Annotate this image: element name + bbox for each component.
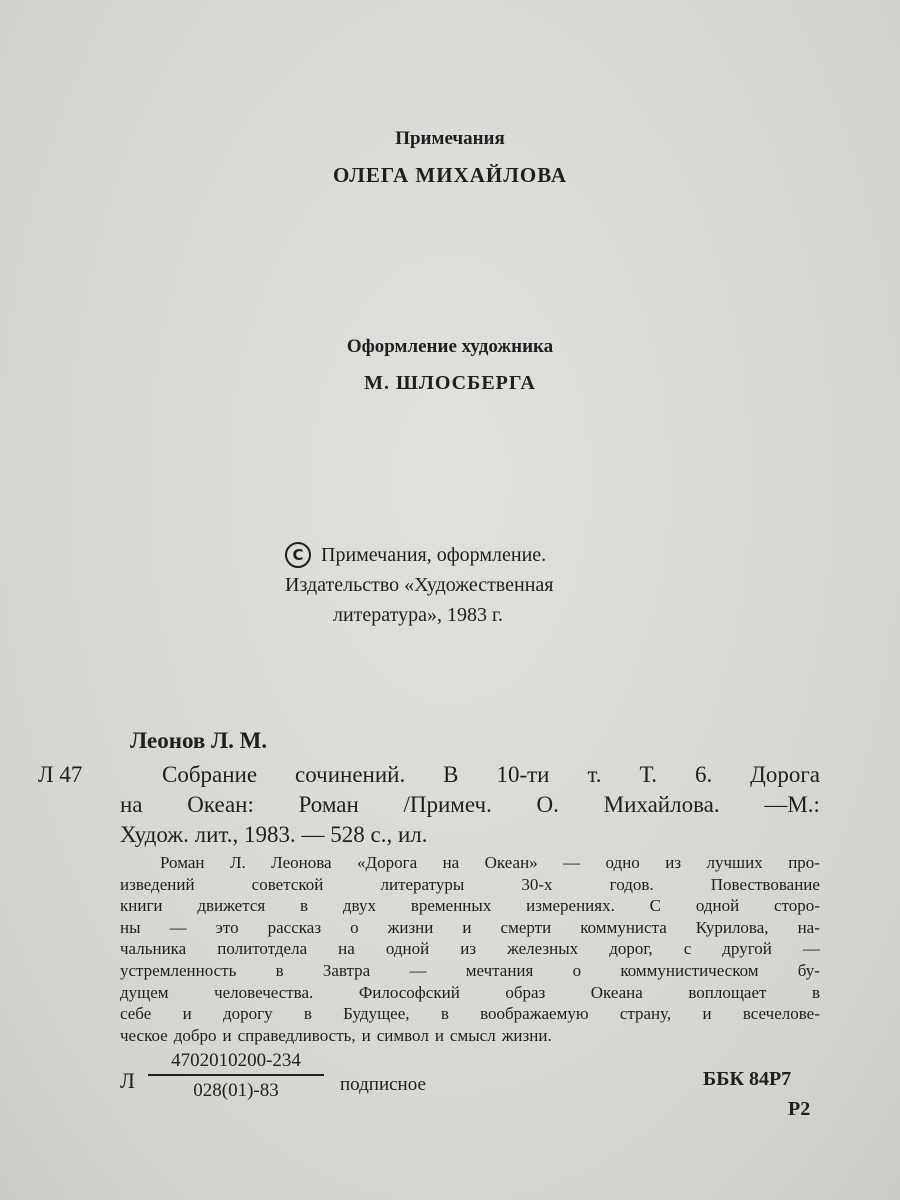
annotation-word: мечтания [465, 960, 534, 980]
annotation-word: и [222, 1025, 232, 1045]
annotation-word: воображаемую [480, 1004, 589, 1024]
annotation-word: измерениях. [526, 896, 615, 916]
index-fraction [148, 1050, 324, 1102]
entry-word: Дорога [750, 762, 820, 787]
annotation-word: это [215, 917, 239, 937]
annotation-word: себе [120, 1004, 152, 1024]
annotation-word: — [409, 960, 427, 980]
entry-word: т. [587, 762, 602, 787]
annotation-word: добро [173, 1025, 217, 1045]
design-label: Оформление художника [346, 336, 554, 357]
annotation-word: советской [251, 874, 324, 894]
entry-word: Океан: [187, 792, 254, 817]
annotation-word: о [350, 917, 359, 937]
copyright-line-1 [285, 540, 554, 570]
annotation-word: 30-х [521, 874, 553, 894]
entry-word: Собрание [162, 762, 258, 787]
annotation-word: одно [605, 853, 640, 872]
annotation-word: Завтра [322, 960, 371, 980]
bbk-subcode: Р2 [788, 1098, 811, 1120]
annotation-word: на [338, 939, 355, 959]
entry-line [120, 760, 820, 790]
annotation-word: и [182, 1004, 192, 1024]
annotation-word: политотдела [217, 939, 308, 959]
annotation-word: бу- [797, 960, 820, 980]
annotation-word: книги [120, 896, 163, 916]
entry-word: В [443, 762, 459, 787]
annotation-word: жизни [387, 917, 434, 937]
annotation-word: движется [197, 896, 266, 916]
annotation-word: устремленность [120, 960, 237, 980]
entry-word: Т. [639, 762, 657, 787]
entry-word: Михайлова. [603, 792, 720, 817]
entry-word: 10-ти [496, 762, 550, 787]
annotation-word: лучших [706, 853, 763, 872]
annotation-line [120, 960, 820, 982]
annotation-word: Океан» [484, 853, 538, 872]
entry-word: /Примеч. [403, 792, 492, 817]
annotation-word: смерти [500, 917, 552, 937]
annotation-word: Л. [229, 853, 246, 872]
annotation-line [120, 895, 820, 917]
annotation-line [120, 982, 820, 1004]
annotation-line [120, 938, 820, 960]
annotation-word: Повествование [710, 874, 820, 894]
annotation-word: и [702, 1004, 712, 1024]
annotation-line [120, 1025, 820, 1047]
annotation-word: одной [695, 896, 740, 916]
annotation-word: ны [120, 917, 141, 937]
entry-word: сочинений. [295, 762, 406, 787]
shelf-mark: Л 47 [38, 762, 83, 787]
notes-label: Примечания [395, 128, 505, 149]
entry-word: Худож. лит., 1983. — 528 с., ил. [120, 822, 428, 847]
entry-word: 6. [694, 762, 713, 787]
annotation-word: временных [410, 896, 492, 916]
annotation-word: дорогу [222, 1004, 273, 1024]
design-author: М. ШЛОСБЕРГА [364, 372, 536, 394]
annotation-word: из [460, 939, 477, 959]
annotation-word: в [300, 896, 309, 916]
annotation-word: чальника [120, 939, 187, 959]
subscription-label: подписное [340, 1074, 426, 1095]
annotation-word: дущем [120, 982, 169, 1002]
annotation-word: из [665, 853, 682, 872]
notes-author: ОЛЕГА МИХАЙЛОВА [332, 163, 568, 187]
bbk-code: ББК 84Р7 [703, 1068, 792, 1090]
annotation-line [120, 852, 820, 874]
annotation-word: Курилова, [695, 917, 769, 937]
entry-line [120, 790, 820, 820]
annotation-word: сторо- [774, 896, 820, 916]
annotation-word: Леонова [271, 853, 332, 872]
copyright-icon: C [285, 542, 311, 568]
annotation-word: — [802, 939, 820, 959]
entry-line [120, 820, 820, 850]
annotation-word: коммунистическом [620, 960, 759, 980]
annotation-word: Океана [590, 982, 643, 1002]
annotation-word: изведений [120, 874, 195, 894]
annotation-word: о [572, 960, 582, 980]
annotation-word: смысл [449, 1025, 496, 1045]
annotation-word: — [563, 853, 581, 872]
annotation-word: на [442, 853, 460, 872]
bibliographic-entry [120, 760, 820, 850]
copyright-line-3: литература», 1983 г. [333, 604, 503, 626]
entry-word: на [120, 792, 143, 817]
annotation-word: всечелове- [742, 1004, 820, 1024]
annotation-word: и [434, 1025, 444, 1045]
annotation-word: и [361, 1025, 371, 1045]
annotation-word: дорог, [609, 939, 653, 959]
annotation-word: железных [507, 939, 579, 959]
index-denominator: 028(01)-83 [193, 1080, 279, 1101]
annotation-word: воплощает [688, 982, 767, 1002]
catalog-author: Леонов Л. М. [130, 728, 268, 753]
annotation-word: «Дорога [357, 853, 418, 872]
entry-word: —М.: [764, 792, 820, 817]
annotation-word: символ [376, 1025, 429, 1045]
annotation-line [120, 917, 820, 939]
annotation-word: человечества. [214, 982, 314, 1002]
copyright-line-2: Издательство «Художественная [285, 574, 554, 596]
annotation-word: ческое [120, 1025, 168, 1045]
annotation-line [120, 1003, 820, 1025]
annotation-word: образ [505, 982, 546, 1002]
annotation-word: справедливость, [237, 1025, 356, 1045]
annotation-word: и [462, 917, 472, 937]
annotation-line [120, 874, 820, 896]
annotation-word: — [169, 917, 187, 937]
index-letter: Л [120, 1068, 135, 1093]
index-numerator: 4702010200-234 [148, 1050, 324, 1076]
copyright-block [285, 540, 554, 630]
annotation-word: на- [797, 917, 820, 937]
annotation-word: в [303, 1004, 312, 1024]
annotation-word: с [683, 939, 692, 959]
annotation-word: про- [788, 853, 820, 872]
annotation [120, 852, 820, 1046]
annotation-word: рассказ [267, 917, 322, 937]
annotation-word: другой [722, 939, 772, 959]
annotation-word: двух [342, 896, 376, 916]
copyright-text-1: Примечания, оформление. [321, 544, 547, 566]
entry-word: О. [536, 792, 559, 817]
annotation-word: в [440, 1004, 449, 1024]
annotation-word: коммуниста [580, 917, 667, 937]
annotation-word: годов. [609, 874, 654, 894]
annotation-word: Роман [160, 853, 205, 872]
annotation-word: страну, [619, 1004, 672, 1024]
annotation-word: жизни. [501, 1025, 552, 1045]
annotation-word: С [649, 896, 662, 916]
annotation-word: литературы [380, 874, 465, 894]
annotation-word: Философский [358, 982, 460, 1002]
annotation-word: в [811, 982, 820, 1002]
entry-word: Роман [298, 792, 359, 817]
annotation-word: Будущее, [343, 1004, 410, 1024]
annotation-word: в [275, 960, 284, 980]
annotation-word: одной [385, 939, 430, 959]
